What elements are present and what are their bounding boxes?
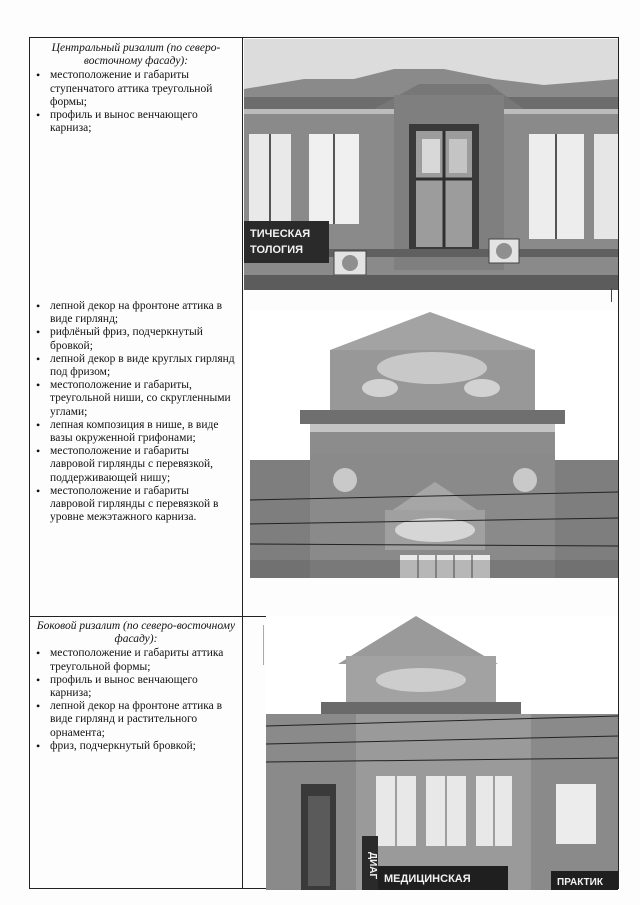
photo-central-risalit [244, 39, 618, 290]
description-table [29, 37, 619, 889]
list-item: • местоположение и габариты, треугольной ниши, со скругленными углами; [36, 379, 236, 419]
photo-attic-pediment [250, 310, 618, 578]
scan-artifact [611, 288, 612, 302]
photo-sign-text-4: ДИАГ [367, 852, 378, 880]
photo-side-risalit [266, 616, 618, 890]
list-item: • профиль и вынос венчающего карниза; [36, 674, 236, 700]
row-1-list [36, 69, 236, 135]
list-item: • рифлёный фриз, подчеркнутый бровкой; [36, 326, 236, 352]
list-item: • профиль и вынос венчающего карниза; [36, 109, 236, 135]
list-item: • фриз, подчеркнутый бровкой; [36, 740, 236, 753]
photo-sign-text-2: ТОЛОГИЯ [250, 244, 304, 256]
list-item: • лепной декор в виде круглых гирлянд под фризом; [36, 353, 236, 379]
row-2-list [36, 300, 236, 524]
list-item: • лепная композиция в нише, в виде вазы окруженной грифонами; [36, 419, 236, 445]
list-item: • лепной декор на фронтоне аттика в виде гирлянд; [36, 300, 236, 326]
list-item: • лепной декор на фронтоне аттика в виде гирлянд и растительного орнамента; [36, 700, 236, 740]
row-3-list [36, 647, 236, 753]
photo-sign-text-3: МЕДИЦИНСКАЯ [384, 873, 471, 885]
list-item: • местоположение и габариты ступенчатого аттика треугольной формы; [36, 69, 236, 109]
row-1-text [36, 42, 236, 135]
row-2-text [36, 300, 236, 524]
list-item: • местоположение и габариты аттика треугольной формы; [36, 647, 236, 673]
row-3-heading: Боковой ризалит (по северо-восточному фасаду): [36, 620, 236, 646]
scan-artifact [263, 625, 264, 665]
row-3-text [36, 620, 236, 753]
list-item: • местоположение и габариты лавровой гирлянды с перевязкой в уровне межэтажного карниза. [36, 485, 236, 525]
photo-sign-text-1: ТИЧЕСКАЯ [250, 228, 311, 240]
list-item: • местоположение и габариты лавровой гирлянды с перевязкой, поддерживающей нишу; [36, 445, 236, 485]
column-divider [242, 38, 243, 888]
row-1-heading: Центральный ризалит (по северо-восточному фасаду): [51, 42, 221, 68]
photo-sign-text-5: ПРАКТИК [557, 877, 603, 888]
